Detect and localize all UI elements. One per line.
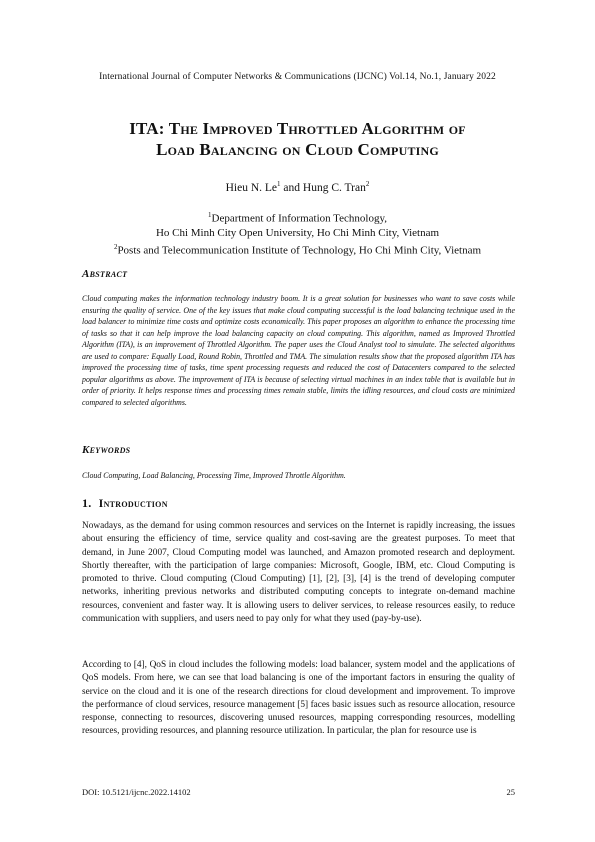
keywords-heading: Keywords <box>82 444 131 456</box>
introduction-paragraph-2: According to [4], QoS in cloud includes the following models: load balancer, system model and the applications of QoS models. From here, we can see that load balancing is one of the important factors in ensuring the quality of service on the cloud and it is one of the research directions for cloud development and improvement. To improve the performance of cloud services, resource management [5] faces basic issues such as resource allocation, resource response, connecting to resources, discovering unused resources, mapping corresponding resources, modelling resources, providing resources, and planning resource utilization. In particular, the plan for resource use is <box>82 660 515 737</box>
running-header: International Journal of Computer Networks & Communications (IJCNC) Vol.14, No.1, January 2022 <box>99 72 496 82</box>
introduction-heading <box>82 496 168 511</box>
paper-title <box>40 118 555 160</box>
title-line-1: ITA: The Improved Throttled Algorithm of <box>129 119 466 138</box>
affiliation-2: $^2$Posts and Telecommunication Institute of Technology, Ho Chi Minh City, Vietnam <box>113 242 482 257</box>
abstract-heading: Abstract <box>82 268 128 280</box>
section-title: Introduction <box>98 496 168 510</box>
author-1: Hieu N. Le <box>225 181 278 194</box>
affiliations <box>40 208 555 257</box>
footer-doi: DOI: 10.5121/ijcnc.2022.14102 <box>82 787 191 797</box>
page-number: 25 <box>506 787 515 797</box>
affiliation-1-line-1: $^1$Department of Information Technology, <box>208 211 387 225</box>
title-line-2: Load Balancing on Cloud Computing <box>156 140 439 159</box>
affiliation-1-mark: 1 <box>208 211 212 219</box>
abstract-text: Cloud computing makes the information technology industry boom. It is a great solution for businesses who want to save costs while ensuring the quality of service. One of the key issues that make cloud computing successful is the load balancing technique used in the load balancer to minimize time costs and optimize costs economically. This paper proposes an algorithm to enhance the processing time of tasks so that it can help improve the load balancing capacity on cloud computing. This algorithm, named as Improved Throttled Algorithm (ITA), is an improvement of Throttled Algorithm. The paper uses the Cloud Analyst tool to simulate. The selected algorithms are used to compare: Equally Load, Round Robin, Throttled and TMA. The simulation results show that the proposed algorithm ITA has improved the processing time of tasks, time spent processing requests and reduced the cost of Datacenters compared to the selected popular algorithms as above. The improvement of ITA is because of selecting virtual machines in an index table that is available but in order of priority. It helps response times and processing times remain stable, limits the idling resources, and cloud costs are minimized compared to selected algorithms. <box>82 294 515 407</box>
section-number: 1. <box>82 496 92 510</box>
affiliation-2-mark: 2 <box>113 242 118 251</box>
author-1-affiliation-mark: 1 <box>277 180 281 188</box>
author-joiner: and <box>280 181 303 194</box>
introduction-paragraph-1: Nowadays, as the demand for using common resources and services on the Internet is rapidly increasing, the issues about ensuring the efficiency of time, service quality and cost-saving are the greatest purposes. To meet that demand, in June 2007, Cloud Computing model was launched, and Amazon promoted research and deployment. Shortly thereafter, with the participation of large companies: Microsoft, Google, IBM, etc. Cloud Computing is promoted to thrive. Cloud computing (Cloud Computing) [1], [2], [3], [4] is the trend of developing computer networks, inheriting previous networks and distributed computing concepts to integrate on-demand machine resources, convenient and faster way. It is allowing users to deliver services, to release resources easily, to reduce communication with suppliers, and users need to pay only for what they used (pay-by-use). <box>82 521 515 624</box>
author-line <box>0 180 595 194</box>
keywords-text: Cloud Computing, Load Balancing, Processing Time, Improved Throttle Algorithm. <box>82 471 346 480</box>
affiliation-1-line-2: Ho Chi Minh City Open University, Ho Chi Minh City, Vietnam <box>155 226 440 239</box>
author-2: Hung C. Tran <box>302 181 366 194</box>
author-2-affiliation-mark: 2 <box>365 180 370 188</box>
